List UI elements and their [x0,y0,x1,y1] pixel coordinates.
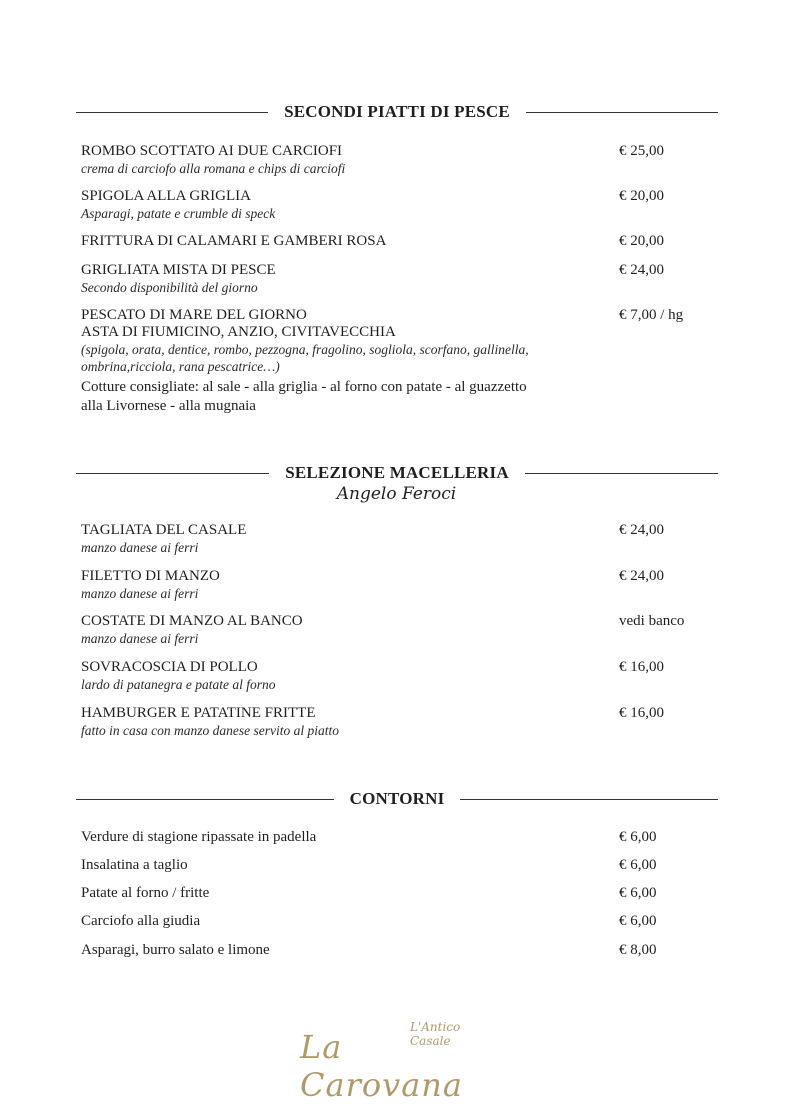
section-header-macelleria [76,463,718,483]
item-name: Verdure di stagione ripassate in padella [81,829,317,845]
menu-item [81,568,721,602]
item-price: € 25,00 [619,143,664,159]
section-title-pesce: SECONDI PIATTI DI PESCE [284,102,510,121]
item-price: € 16,00 [619,659,664,675]
item-description: Asparagi, patate e crumble di speck [81,206,276,221]
divider-line [525,473,718,474]
item-name: HAMBURGER E PATATINE FRITTE [81,705,316,721]
menu-item [81,659,721,693]
logo-wordmark: La Carovana [300,1028,463,1104]
section-header-contorni [76,789,718,809]
menu-item [81,613,721,647]
item-name: GRIGLIATA MISTA DI PESCE [81,262,276,278]
divider-line [526,112,718,113]
item-description: fatto in casa con manzo danese servito al piatto [81,723,339,738]
item-description: (spigola, orata, dentice, rombo, pezzogna, fragolino, sogliola, scorfano, gallinella, [81,342,529,357]
menu-item [81,262,721,296]
divider-line [76,112,268,113]
side-item [81,942,721,959]
item-note-secondary: alla Livornese - alla mugnaia [81,398,256,414]
section-title-macelleria: SELEZIONE MACELLERIA [285,463,509,482]
item-price: € 24,00 [619,262,664,278]
item-description: manzo danese ai ferri [81,631,199,646]
divider-line [76,799,334,800]
item-name: PESCATO DI MARE DEL GIORNO [81,307,307,323]
item-description: manzo danese ai ferri [81,586,199,601]
item-price: € 20,00 [619,188,664,204]
logo-tagline: L'Antico Casale [410,1020,461,1048]
menu-item [81,705,721,739]
item-price: € 16,00 [619,705,664,721]
item-price: € 24,00 [619,568,664,584]
section-subtitle-macelleria: Angelo Feroci [336,484,457,504]
item-price: € 24,00 [619,522,664,538]
item-name: COSTATE DI MANZO AL BANCO [81,613,303,629]
item-price: € 6,00 [619,857,657,873]
menu-item [81,307,721,416]
menu-item [81,522,721,556]
item-name: Insalatina a taglio [81,857,188,873]
item-name: Carciofo alla giudia [81,913,201,929]
item-name: Patate al forno / fritte [81,885,210,901]
item-price: vedi banco [619,613,685,629]
divider-line [460,799,718,800]
item-price: € 7,00 / hg [619,307,684,323]
section-title-contorni: CONTORNI [349,789,445,808]
item-note: Cotture consigliate: al sale - alla griglia - al forno con patate - al guazzetto [81,379,527,395]
side-item [81,885,721,902]
menu-item [81,143,721,177]
item-name: TAGLIATA DEL CASALE [81,522,247,538]
item-price: € 6,00 [619,885,657,901]
item-name: FRITTURA DI CALAMARI E GAMBERI ROSA [81,233,387,249]
item-name: SPIGOLA ALLA GRIGLIA [81,188,252,204]
item-name: ROMBO SCOTTATO AI DUE CARCIOFI [81,143,343,159]
item-price: € 6,00 [619,829,657,845]
item-description-secondary: ombrina,ricciola, rana pescatrice…) [81,359,280,374]
side-item [81,857,721,874]
item-name: SOVRACOSCIA DI POLLO [81,659,258,675]
menu-item [81,188,721,222]
section-header-pesce [76,102,718,122]
item-name-secondary: ASTA DI FIUMICINO, ANZIO, CIVITAVECCHIA [81,324,396,340]
menu-item [81,233,721,250]
item-price: € 20,00 [619,233,664,249]
item-name: FILETTO DI MANZO [81,568,220,584]
item-description: manzo danese ai ferri [81,540,199,555]
item-name: Asparagi, burro salato e limone [81,942,270,958]
item-description: crema di carciofo alla romana e chips di carciofi [81,161,346,176]
restaurant-logo [300,1018,500,1104]
item-description: Secondo disponibilità del giorno [81,280,258,295]
item-price: € 8,00 [619,942,657,958]
side-item [81,829,721,846]
divider-line [76,473,269,474]
item-description: lardo di patanegra e patate al forno [81,677,276,692]
side-item [81,913,721,930]
item-price: € 6,00 [619,913,657,929]
